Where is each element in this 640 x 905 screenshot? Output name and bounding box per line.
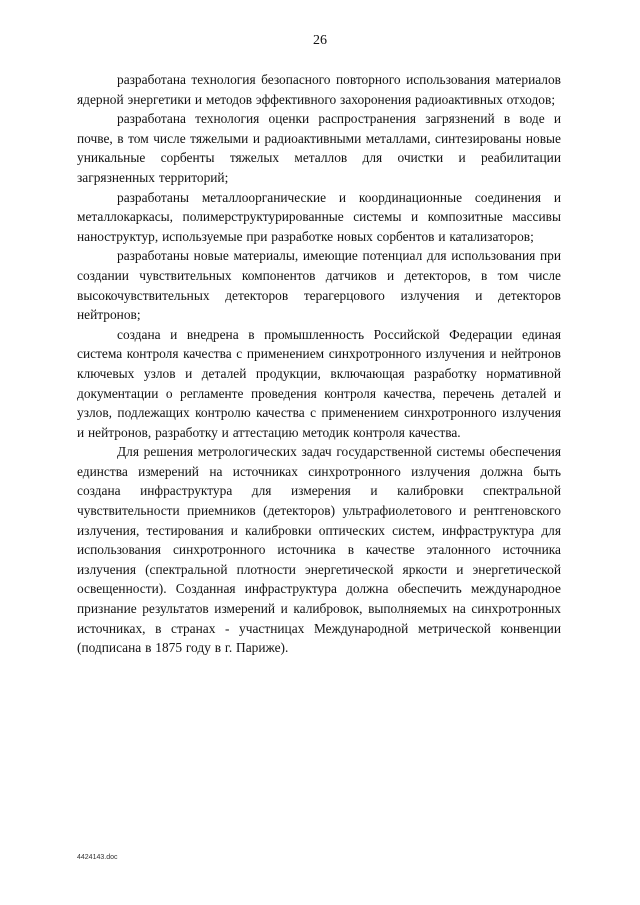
paragraph: разработаны металлоорганические и координационные соединения и металлокаркасы, полимерструктурированные системы и композитные массивы наноструктур, используемые при разработке новых сорбентов и катализаторов; [77, 189, 561, 244]
paragraph: Для решения метрологических задач государственной системы обеспечения единства измерений на источниках синхротронного излучения должна быть создана инфраструктура для измерения и калибровки спектральной чувствительности приемников (детекторов) ультрафиолетового и рентгеновского излучения, тестирования и калибровки оптических систем, инфраструктура для использования синхротронного источника в качестве эталонного источника излучения (спектральной плотности энергетической яркости и энергетической освещенности). Созданная инфраструктура должна обеспечить международное признание результатов измерений и калибровок, выполняемых на синхротронных источниках, в странах - участницах Международной метрической конвенции (подписана в 1875 году в г. Париже). [77, 444, 561, 656]
document-body [77, 70, 561, 658]
paragraph: разработаны новые материалы, имеющие потенциал для использования при создании чувствительных компонентов датчиков и детекторов, в том числе высокочувствительных детекторов терагерцового излучения и детекторов нейтронов; [77, 248, 561, 323]
footer-filename: 4424143.doc [77, 854, 118, 861]
paragraph: разработана технология безопасного повторного использования материалов ядерной энергетики и методов эффективного захоронения радиоактивных отходов; [77, 72, 561, 107]
page-number: 26 [313, 33, 327, 48]
paragraph: создана и внедрена в промышленность Российской Федерации единая система контроля качества с применением синхротронного излучения и нейтронов ключевых узлов и деталей продукции, включающая разработку нормативной документации о регламенте проведения контроля качества, перечень деталей и узлов, подлежащих контролю качества с применением синхротронного излучения и нейтронов, разработку и аттестацию методик контроля качества. [77, 326, 561, 440]
paragraph: разработана технология оценки распространения загрязнений в воде и почве, в том числе тяжелыми и радиоактивными металлами, синтезированы новые уникальные сорбенты тяжелых металлов для очистки и реабилитации загрязненных территорий; [77, 111, 561, 185]
